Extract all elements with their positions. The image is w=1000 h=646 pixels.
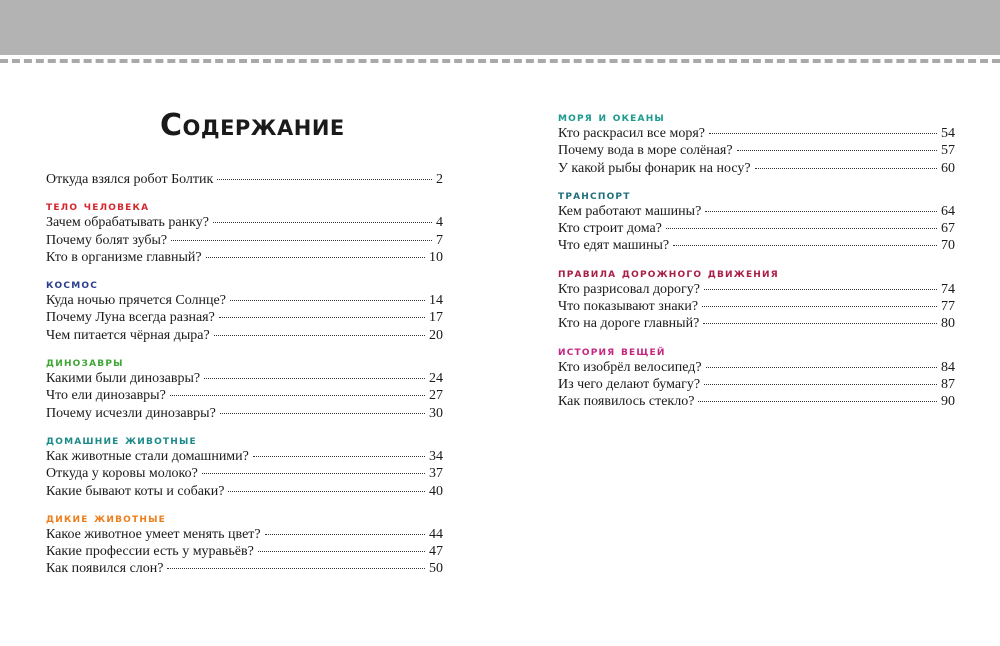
toc-entry[interactable] [46, 292, 443, 309]
entry-label: Какие профессии есть у муравьёв? [46, 544, 254, 560]
dot-leader [213, 222, 432, 223]
toc-entry[interactable] [558, 393, 955, 410]
dot-leader [204, 378, 425, 379]
dot-leader [219, 317, 425, 318]
entry-page: 7 [436, 232, 443, 248]
entry-label: Кто разрисовал дорогу? [558, 281, 701, 297]
toc-entry[interactable] [46, 560, 443, 577]
toc-entry[interactable] [46, 526, 443, 543]
entry-page: 27 [429, 388, 443, 404]
dot-leader [702, 306, 937, 307]
toc-entry[interactable] [46, 214, 443, 231]
dot-leader [206, 257, 425, 258]
toc-left-column [46, 171, 443, 578]
section-heading: космос [46, 276, 99, 292]
toc-section [46, 197, 443, 266]
toc-section [46, 431, 443, 500]
section-heading: история вещей [558, 342, 666, 358]
entry-page: 77 [941, 299, 955, 315]
entry-label: Как появился слон? [46, 561, 164, 577]
entry-label: Кем работают машины? [558, 203, 702, 219]
entry-page: 64 [941, 203, 955, 219]
section-heading: домашние животные [46, 431, 197, 447]
entry-page: 60 [941, 160, 955, 176]
toc-entry[interactable] [558, 359, 955, 376]
entry-label: Кто в организме главный? [46, 249, 202, 265]
toc-entry-intro[interactable] [46, 171, 443, 188]
section-heading: дикие животные [46, 509, 166, 525]
toc-entry[interactable] [558, 237, 955, 254]
entry-page: 10 [429, 249, 443, 265]
dot-leader [703, 323, 937, 324]
entry-label: Почему болят зубы? [46, 232, 168, 248]
dot-leader [230, 300, 425, 301]
dot-leader [709, 133, 937, 134]
entry-label: Почему исчезли динозавры? [46, 405, 216, 421]
toc-entry[interactable] [558, 125, 955, 142]
entry-label: Кто на дороге главный? [558, 316, 700, 332]
left-sections [46, 197, 443, 577]
toc-entry[interactable] [558, 160, 955, 177]
section-heading: динозавры [46, 354, 124, 370]
dot-leader [673, 245, 937, 246]
entry-label: Кто строит дома? [558, 221, 662, 237]
dot-leader [698, 401, 937, 402]
toc-entry[interactable] [558, 142, 955, 159]
entry-page: 37 [429, 466, 443, 482]
toc-section [46, 509, 443, 578]
toc-entry[interactable] [558, 298, 955, 315]
entry-page: 87 [941, 376, 955, 392]
toc-entry[interactable] [558, 203, 955, 220]
entry-label: Что показывают знаки? [558, 299, 699, 315]
dot-leader [253, 456, 425, 457]
entry-page: 57 [941, 143, 955, 159]
dot-leader [217, 179, 432, 180]
section-heading: моря и океаны [558, 109, 665, 124]
entry-page: 20 [429, 327, 443, 343]
entry-label: Почему Луна всегда разная? [46, 310, 215, 326]
dot-leader [706, 367, 937, 368]
toc-section [46, 275, 443, 344]
entry-label: Как животные стали домашними? [46, 448, 249, 464]
entry-page: 84 [941, 359, 955, 375]
toc-section [558, 108, 955, 177]
dot-leader [666, 228, 937, 229]
entry-page: 34 [429, 448, 443, 464]
dot-leader [220, 413, 425, 414]
dot-leader [704, 289, 937, 290]
entry-page: 74 [941, 281, 955, 297]
toc-entry[interactable] [46, 249, 443, 266]
dashed-separator [0, 59, 1000, 63]
entry-label: Чем питается чёрная дыра? [46, 327, 210, 343]
entry-page: 2 [436, 172, 443, 187]
entry-label: Куда ночью прячется Солнце? [46, 293, 226, 309]
toc-section [558, 264, 955, 333]
section-heading: транспорт [558, 186, 631, 202]
toc-entry[interactable] [558, 376, 955, 393]
dot-leader [214, 335, 425, 336]
dot-leader [258, 551, 425, 552]
toc-section [558, 342, 955, 411]
toc-entry[interactable] [46, 543, 443, 560]
toc-right-column [558, 108, 955, 411]
toc-entry[interactable] [558, 281, 955, 298]
dot-leader [265, 534, 425, 535]
section-heading: тело человека [46, 198, 150, 214]
dot-leader [202, 473, 425, 474]
toc-entry[interactable] [46, 309, 443, 326]
entry-label: Кто изобрёл велосипед? [558, 359, 702, 375]
entry-page: 40 [429, 483, 443, 499]
toc-entry[interactable] [46, 232, 443, 249]
dot-leader [228, 491, 425, 492]
dot-leader [167, 568, 425, 569]
toc-entry[interactable] [46, 483, 443, 500]
section-heading: правила дорожного движения [558, 264, 779, 280]
toc-entry[interactable] [46, 370, 443, 387]
toc-entry[interactable] [558, 220, 955, 237]
toc-entry[interactable] [46, 405, 443, 422]
entry-label: Из чего делают бумагу? [558, 376, 701, 392]
entry-label: У какой рыбы фонарик на носу? [558, 160, 751, 176]
toc-entry[interactable] [46, 465, 443, 482]
entry-label: Откуда взялся робот Болтик [46, 172, 214, 187]
entry-page: 47 [429, 544, 443, 560]
dot-leader [170, 395, 425, 396]
dot-leader [704, 384, 937, 385]
right-sections [558, 108, 955, 411]
dot-leader [755, 168, 937, 169]
dot-leader [171, 240, 432, 241]
entry-label: Какие бывают коты и собаки? [46, 483, 225, 499]
entry-label: Кто раскрасил все моря? [558, 126, 706, 141]
entry-label: Что едят машины? [558, 238, 670, 254]
dot-leader [737, 150, 937, 151]
entry-page: 44 [429, 526, 443, 542]
entry-page: 67 [941, 221, 955, 237]
entry-page: 90 [941, 394, 955, 410]
entry-page: 17 [429, 310, 443, 326]
top-gray-band [0, 0, 1000, 55]
entry-page: 24 [429, 371, 443, 387]
entry-label: Как появилось стекло? [558, 394, 695, 410]
toc-section [46, 353, 443, 422]
toc-entry[interactable] [46, 448, 443, 465]
entry-page: 70 [941, 238, 955, 254]
entry-label: Какими были динозавры? [46, 371, 201, 387]
toc-entry[interactable] [46, 327, 443, 344]
toc-entry[interactable] [558, 315, 955, 332]
entry-page: 4 [436, 215, 443, 231]
entry-page: 30 [429, 405, 443, 421]
entry-label: Зачем обрабатывать ранку? [46, 215, 209, 231]
entry-label: Почему вода в море солёная? [558, 143, 733, 159]
toc-section [558, 186, 955, 255]
entry-page: 54 [941, 126, 955, 141]
entry-page: 50 [429, 561, 443, 577]
entry-page: 14 [429, 293, 443, 309]
dot-leader [705, 211, 937, 212]
entry-label: Какое животное умеет менять цвет? [46, 526, 261, 542]
page-title: Содержание [160, 108, 345, 143]
toc-entry[interactable] [46, 387, 443, 404]
entry-label: Откуда у коровы молоко? [46, 466, 198, 482]
entry-page: 80 [941, 316, 955, 332]
entry-label: Что ели динозавры? [46, 388, 166, 404]
